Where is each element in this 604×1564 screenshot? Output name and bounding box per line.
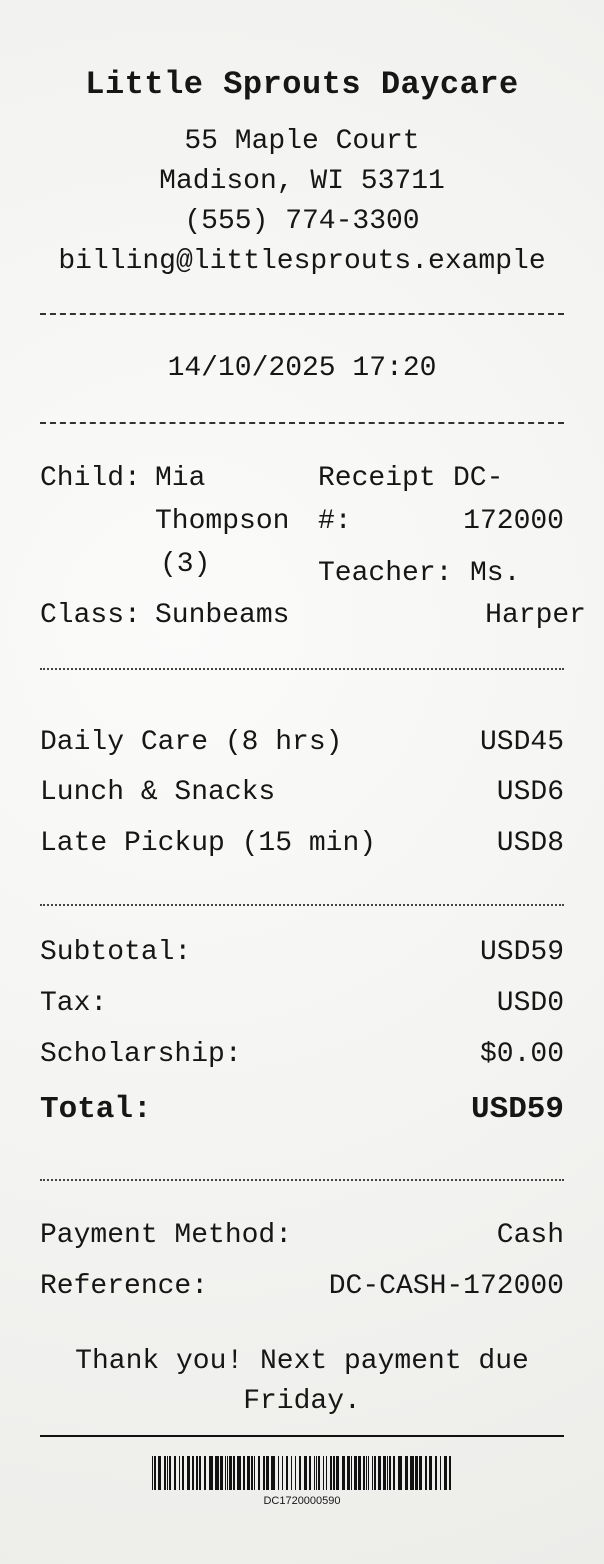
tax-value: USD0 [496,988,564,1019]
barcode-bar [237,1456,241,1490]
barcode-bar [333,1456,335,1490]
barcode-bar [199,1456,201,1490]
barcode-bar [378,1456,381,1490]
barcode-bar [251,1456,253,1490]
divider [40,668,564,670]
barcode-bar [358,1456,361,1490]
class-value: Sunbeams [155,600,290,631]
receipt-datetime: 14/10/2025 17:20 [167,353,437,384]
barcode-bar [291,1456,292,1490]
barcode-bar [309,1456,311,1490]
barcode-bar [209,1456,213,1490]
barcode-bar [220,1456,223,1490]
barcode-bar [158,1456,161,1490]
class-label: Class: [40,600,141,631]
barcode-bar [387,1456,388,1490]
line-item-price: USD45 [479,727,564,758]
barcode-bar [354,1456,357,1490]
receipt-number-value-line-2: 172000 [463,506,564,537]
barcode-bar [263,1456,265,1490]
line-item-name: Lunch & Snacks [40,777,276,808]
divider [40,1179,564,1181]
line-item-price: USD8 [496,828,564,859]
teacher-value-line-1: Ms. [470,558,521,589]
line-item-name: Daily Care (8 hrs) [40,727,343,758]
barcode-bar [374,1456,376,1490]
teacher-label: Teacher: [318,558,453,589]
barcode-bar [316,1456,317,1490]
payment-method-label: Payment Method: [40,1220,293,1251]
barcode-bar [182,1456,184,1490]
barcode-bar [152,1456,153,1490]
divider [40,904,564,906]
barcode-bar [383,1456,386,1490]
child-name-line-2: Thompson [155,506,290,537]
barcode-bar [295,1456,296,1490]
receipt-number-value-line-1: DC- [453,463,504,494]
barcode-bar [398,1456,402,1490]
barcode-bar [247,1456,250,1490]
barcode-bar [164,1456,166,1490]
barcode-bar [440,1456,441,1490]
address-line-1: 55 Maple Court [184,126,420,157]
reference-value: DC-CASH-172000 [328,1271,564,1302]
scholarship-label: Scholarship: [40,1039,242,1070]
barcode-bar [227,1456,228,1490]
barcode-bar [215,1456,219,1490]
barcode-bar [187,1456,190,1490]
thank-you-message-line-2: Friday. [243,1386,361,1417]
tax-label: Tax: [40,988,108,1019]
divider [40,1435,564,1437]
barcode-bar [225,1456,226,1490]
barcode-bar [351,1456,352,1490]
barcode-bar [425,1456,427,1490]
teacher-value-line-2: Harper [485,600,586,631]
payment-method-value: Cash [496,1220,564,1251]
reference-label: Reference: [40,1271,209,1302]
barcode-bar [372,1456,373,1490]
barcode-bar [286,1456,288,1490]
barcode-bar [314,1456,315,1490]
barcode-bar [282,1456,283,1490]
barcode-bar [258,1456,260,1490]
barcode [152,1456,452,1490]
barcode-bar [363,1456,365,1490]
barcode-bar [179,1456,180,1490]
barcode-bar [318,1456,320,1490]
barcode-bar [347,1456,350,1490]
barcode-bar [299,1456,301,1490]
line-item-price: USD6 [496,777,564,808]
barcode-bar [326,1456,327,1490]
barcode-bar [419,1456,422,1490]
barcode-bar [167,1456,168,1490]
barcode-bar [336,1456,339,1490]
barcode-bar [266,1456,269,1490]
child-name-line-1: Mia [155,463,206,494]
subtotal-value: USD59 [479,937,564,968]
email-address: billing@littlesprouts.example [58,246,546,277]
subtotal-label: Subtotal: [40,937,192,968]
barcode-bar [243,1456,245,1490]
total-label: Total: [40,1092,152,1127]
barcode-bar [435,1456,437,1490]
receipt-number-label-line-2: #: [318,506,352,537]
barcode-bar [368,1456,369,1490]
scholarship-value: $0.00 [479,1039,564,1070]
barcode-bar [444,1456,447,1490]
business-name: Little Sprouts Daycare [85,66,519,103]
barcode-bar [278,1456,279,1490]
barcode-bar [233,1456,235,1490]
barcode-bar [192,1456,194,1490]
barcode-bar [254,1456,255,1490]
receipt-number-label-line-1: Receipt [318,463,436,494]
barcode-bar [342,1456,345,1490]
address-line-2: Madison, WI 53711 [159,166,445,197]
child-label: Child: [40,463,141,494]
barcode-bar [410,1456,414,1490]
barcode-bar [393,1456,395,1490]
barcode-bar [174,1456,176,1490]
barcode-bar [405,1456,408,1490]
phone-number: (555) 774-3300 [184,206,420,237]
total-value: USD59 [470,1092,564,1127]
barcode-bar [229,1456,232,1490]
barcode-bar [323,1456,324,1490]
barcode-number: DC1720000590 [263,1495,341,1507]
barcode-bar [304,1456,307,1490]
barcode-bar [330,1456,332,1490]
barcode-bar [169,1456,171,1490]
barcode-bar [449,1456,451,1490]
barcode-bar [196,1456,198,1490]
barcode-bar [366,1456,367,1490]
child-name-line-3: (3) [160,549,211,580]
thank-you-message-line-1: Thank you! Next payment due [75,1346,529,1377]
barcode-bar [389,1456,391,1490]
barcode-bar [154,1456,156,1490]
divider [40,313,564,315]
divider [40,422,564,424]
barcode-bar [429,1456,432,1490]
barcode-bar [271,1456,275,1490]
barcode-bar [204,1456,206,1490]
barcode-bar [415,1456,418,1490]
line-item-name: Late Pickup (15 min) [40,828,377,859]
